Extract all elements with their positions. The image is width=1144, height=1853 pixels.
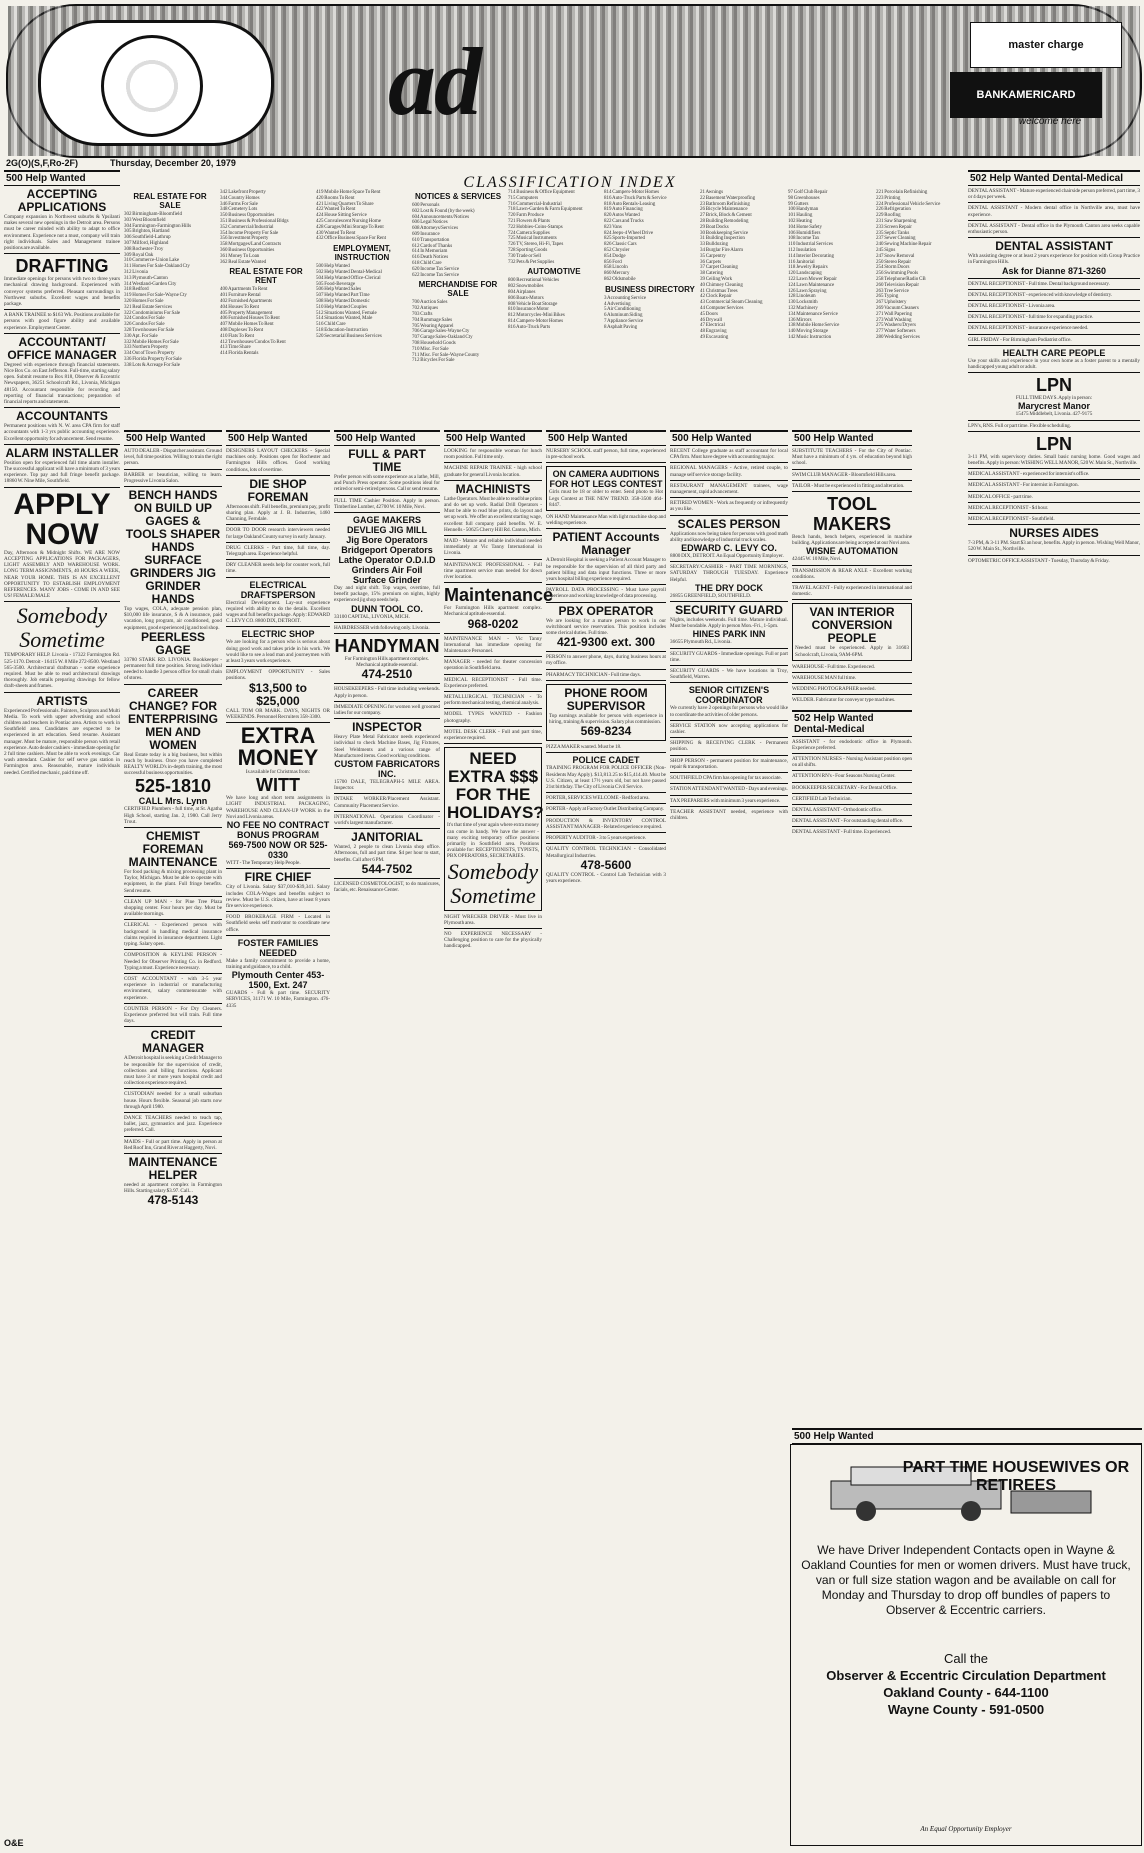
column-7: 500 Help Wanted RECENT College graduate as staff accountant for local CPA firm. Must have degree with accounting major. REGIONAL MANAGERS - Active, retired couple, to manage self service storage facility. RESTAURANT MANAGEMENT trainees, wage management, rapid advancement. RETIRED WOMEN - Work as frequently or infrequently as you like. SCALES PERSON Applications now being taken for persons with good math ability and knowledge of industrial truck scales. EDWARD C. LEVY CO. 8800 DIX, DETROIT. An Equal Opportunity Employer. SECRETARY/CASHIER - PART TIME MORNINGS, SATURDAY THROUGH TUESDAY. Experience Helpful. THE DRY DOCK 26855 GREENFIELD, SOUTHFIELD. SECURITY GUARD Nights, includes weekends. Full time. Mature individual. Must be bondable. Apply in person Mon.-Fri., 1-5pm. HINES PARK INN 36655 Plymouth Rd., Livonia. SECURITY GUARDS - Immediate openings. Full or part time. SECURITY GUARDS - We have locations in Troy, Southfield, Warren. SENIOR CITIZEN'S COORDINATOR We currently have 2 openings for persons who would like to coordinate the activities of older persons. SERVICE STATION now accepting applications for cashier. SHIPPING & RECEIVING CLERK - Permanent position. SHOP PERSON - permanent position for maintenance, repair & transportation. SOUTHFIELD CPA firm has opening for tax associate. STATION ATTENDANT WANTED - Days and evenings. TAX PREPARERS with minimum 3 years experience. TEACHER ASSISTANT needed, experience with children. [670,430,788,1440]
phone-number: 478-5143 [147,1193,199,1208]
ad-headline: LPN [1036,433,1072,454]
ad-headline: ELECTRICAL DRAFTSPERSON [240,579,316,600]
ad-headline: APPLY NOW [13,487,111,551]
ad-headline: Somebody Sometime [447,858,539,908]
phone-number: 544-7502 [361,861,413,876]
ad-contact: CALL Mrs. Lynn [138,796,208,807]
ad-headline: JANITORIAL [351,830,423,845]
index-automotive: 714 Business & Office Equipment 715 Computers 716 Commercial-Industrial 718 Lawn-Garden & Farm Equipment 720 Farm Produce 721 Flowers & Plants 722 Hobbies-Coins-Stamps 724 Camera Supplies 725 Musical Instruments 726 TV, Stereo, Hi-Fi, Tapes 728 Sporting Goods 730 Trade or Sell 732 Pets & Pet Supplies AUTOMOTIVE 800 Recreational Vehicles 802 Snowmobiles 804 Airplanes 806 Boats-Motors 808 Vehicle Boat Storage 810 Insurance Motor 812 Motorcycles-Mini Bikes 814 Campers-Motor Homes 816 Auto-Truck Parts [508,190,600,430]
master-charge-logo: master charge [970,22,1122,68]
section-header: 500 Help Wanted [124,430,222,446]
section-header: 500 Help Wanted [334,430,440,446]
phone-number: 968-0202 [467,616,519,631]
section-header: 500 Help Wanted [670,430,788,446]
ad-headline: Jig Bore Operators Bridgeport Operators Lathe Operator O.D.I.D Grinders Air Foil Surface Grinder [338,535,436,586]
ad-headline: ACCOUNTANTS [16,409,108,424]
column-1: 500 Help Wanted ACCEPTING APPLICATIONS Company expansion in Northwest suburbs & Ypsilanti makes several new openings in the Detroit area. Persons must be career minded with ability to adapt to office environment. Experience not a must, company will train right individuals. Sales and Management trainee positions are available. DRAFTING Immediate openings for persons with two to three years mechanical drawing background. Experienced with conveyor systems preferred. Pleasant surroundings in Northwest suburbs. Excellent wages and benefits package. A BANK TRAINEE to $163 Wk. Positions available for persons with good figure ability and available experience. Employment Center. ACCOUNTANT/ OFFICE MANAGER Degreed with experience through financial statements. Nice Box Co. on East Jefferson. Full-time, starting salary open. Submit resume to Box 818, Observer & Eccentric Newspapers, 36251 Schoolcraft Rd., Livonia, Michigan 48150. Accountant responsible for recording and reporting of financial transactions; preparation of financial reports and statements. ACCOUNTANTS Permanent positions with N. W. area CPA firm for staff accountants with 1-3 yrs public accounting experience. Excellent opportunity for advancement. Send resume. ALARM INSTALLER Position open for experienced fall time alarm installer. The successful applicant will have a minimum of 3 years experience. Top pay and full fringe benefit package. 18860 W. Nine Mile, Southfield. APPLY NOW Day, Afternoon & Midnight Shifts. WE ARE NOW ACCEPTING APPLICATIONS FOR PACKAGERS, LIGHT ASSEMBLY AND WAREHOUSE WORK. LONG TERM ASSIGNMENTS, 40 HOURS A WEEK, NEAR YOUR HOME. THIS IS AN EXCELLENT OPPORTUNITY TO ESTABLISH EMPLOYMENT REFERENCES. MANY JOBS - COME IN AND SEE US! FEMALE/MALE Somebody Sometime TEMPORARY HELP. Livonia - 17322 Farmington Rd. 525-1170. Detroit - 16415 W. 8 Mile 272-8500. Westland 565-3500. Architectural draftsman - some experience required. Must be able to read architectural drawings thoroughly. Job entails preparing drawings for fellow draft-sheets and frames. ARTISTS Experienced Professionals. Painters, Sculptors and Multi Media. To work with upper advertising and school children and teachers in Pontiac area. Artists to work in Southfield area. Candidates are expected to be experienced in art education. Send resume. Assistant manager. Must be mature, responsible person with retail experience. Auto dealer cashiers - immediate opening for 2 full time cashiers. Must be able to work evenings. Car wash attendant. Cashier for self serve gas station in Farmington area. Reasonable, mature individuals needed. Certified mechanic, paid time off. [4,170,120,1830]
phone-number: 474-2510 [361,667,413,682]
section-header: 500 Help Wanted [546,430,666,446]
phone-number: 569-7500 NOW OR 525-0330 [228,840,328,861]
telephone-icon [38,20,274,146]
ad-headline: DENTAL ASSISTANT [995,239,1113,254]
ad-headline: CAREER CHANGE? FOR ENTERPRISING MEN AND WOMEN [127,685,218,752]
column-6: 500 Help Wanted NURSERY SCHOOL staff person, full time, experienced in pre-school work. ON CAMERA AUDITIONS FOR HOT LEGS CONTEST Girls must be 18 or older to enter. Send photo to Hot Legs Contest at THE NEW TREND. 358-3500 464-8447. ON HAND Maintenance Man with light machine shop and welding experience. PATIENT Accounts Manager A Detroit Hospital is seeking a Patient Account Manager to be responsible for the supervision of all third party and patient billing and data input functions. Three or more years hospital billing experience required. PAYROLL DATA PROCESSING - Must have payroll experience and working knowledge of data processing. PBX OPERATOR We are looking for a mature person to work in our switchboard service reservation. This position includes some clerical duties. Full time. 421-9300 ext. 300 PERSON to answer phone, days, during business hours at my office. PHARMACY TECHNICIAN - Full time days. PHONE ROOM SUPERVISOR Top earnings available for person with experience in hiring, training & supervision. Salary plus commission. 569-8234 PIZZA MAKER wanted. Must be 18. POLICE CADET TRAINING PROGRAM FOR POLICE OFFICER (Non-Residents May Apply). $13,813.25 to $15,414.40. Must be U.S. Citizen, at least 17½ years old, but not have passed 21st birthday. The City of Livonia Civil Service. PORTER, SERVICES WELCOME - Redford area. PORTER - Apply at Factory Outlet Distributing Company. PRODUCTION & INVENTORY CONTROL ASSISTANT MANAGER - Related experience required. PROPERTY AUDITOR - 3 to 5 years experience. QUALITY CONTROL TECHNICIAN - Consolidated Metallurgical Industries. 478-5600 QUALITY CONTROL - Control Lab Technician with 3 years experience. [546,430,666,1850]
ad-headline: FIRE CHIEF [244,870,312,885]
index-heading: EMPLOYMENT, INSTRUCTION [333,244,391,263]
index-heading: REAL ESTATE FOR RENT [229,267,303,286]
ad-headline: ACCEPTING APPLICATIONS [17,187,107,214]
ad-headline: POLICE CADET [572,755,640,766]
rotary-dial-icon [101,35,203,137]
ad-headline: SCALES PERSON [677,516,781,531]
index-real-estate-sale: REAL ESTATE FOR SALE 302 Birmingham-Bloomfield 303 West Bloomfield 304 Farmington-Farmington Hills 305 Brighton, Hartland 306 Southfield-Lathrup 307 Milford, Highland 308 Rochester-Troy 309 Royal Oak 310 Commerce-Union Lake 311 Homes For Sale-Oakland Cty 312 Livonia 313 Plymouth-Canton 314 Westland-Garden City 318 Redford 319 Homes For Sale-Wayne Cty 320 Homes For Sale 321 Real Estate Services 322 Condominiums For Sale 324 Condos For Sale 326 Condos For Sale 328 Townhouses For Sale 330 Apt. For Sale 332 Mobile Homes For Sale 333 Northern Property 334 Out of Town Property 336 Florida Property For Sale 338 Lots & Acreage For Sale [124,190,216,430]
credit-card-logos [950,22,1120,132]
equal-opportunity: An Equal Opportunity Employer [920,1825,1012,1833]
ad-headline: SENIOR CITIZEN'S COORDINATOR [688,685,770,706]
ad-contact: Plymouth Center 453-1500, Ext. 247 [231,970,325,991]
index-heading: BUSINESS DIRECTORY [605,284,695,294]
ad-headline: VAN INTERIOR CONVERSION PEOPLE [809,605,895,646]
ad-headline: FULL & PART TIME [348,447,426,474]
column-9: 502 Help Wanted Dental-Medical DENTAL ASSISTANT - Mature experienced chairside person preferred, part time, 3 or 4 days per week. DENTAL ASSISTANT - Modern dental office in Northville area, must have experience. DENTAL ASSISTANT - Dental office in the Plymouth Canton area seeks capable enthusiastic person. DENTAL ASSISTANT With assisting degree or at least 2 years experience for position with Group Practice in Farmington Hills. Ask for Dianne 871-3260 DENTAL RECEPTIONIST - Full time. Dental background necessary. DENTAL RECEPTIONIST - experienced with knowledge of dentistry. DENTAL RECEPTIONIST - Livonia area. DENTAL RECEPTIONIST - full time for expanding practice. DENTAL RECEPTIONIST - insurance experience needed. GIRL FRIDAY - For Birmingham Podiatrist office. HEALTH CARE PEOPLE Use your skills and experience in your own home as a foster parent to a mentally handicapped young adult or adult. LPN FULL TIME DAYS. Apply in person: Marycrest Manor 15475 Middlebelt, Livonia. 427-9175 LPN's, RNS. Full or part time. Flexible scheduling. LPN 3-11 PM, with supervisory duties. Small basic nursing home. Good wages and benefits. Apply in person: WISHING WELL MANOR, 520 W. Main St., Northville. MEDICAL ASSISTANT - experienced for internist's office. MEDICAL ASSISTANT - For internist in Farmington. MEDICAL OFFICE - part time. MEDICAL RECEPTIONIST - $4 hour. MEDICAL RECEPTIONIST - Southfield. NURSES AIDES 7-3 PM, & 3-11 PM. Start $3 an hour, benefits. Apply in person. Wishing Well Manor, 520 W. Main St., Northville. OPTOMETRIC OFFICE ASSISTANT - Tuesday, Thursday & Friday. [968,170,1140,1440]
ad-headline: ELECTRIC SHOP [241,629,315,640]
ad-headline: CREDIT MANAGER [142,1028,204,1056]
index-heading: NOTICES & SERVICES [414,192,502,201]
company-name: EDWARD C. LEVY CO. [681,543,777,554]
phone-number: 421-9300 ext. 300 [556,635,656,650]
ad-salary: $13,500 to $25,000 [248,680,308,708]
index-heading: REAL ESTATE FOR SALE [133,192,207,210]
ad-headline: DIE SHOP FOREMAN [247,476,309,504]
ad-headline: ON CAMERA AUDITIONS FOR HOT LEGS CONTEST [549,469,663,490]
ad-headline: MAINTENANCE HELPER [128,1154,218,1182]
folio-date: Thursday, December 20, 1979 [110,158,236,168]
department-name: Observer & Eccentric Circulation Department [826,1668,1106,1683]
phone-number: 478-5600 [580,857,632,872]
ad-call [801,1650,1131,1718]
footer-mark: O&E [4,1838,24,1848]
section-header: 500 Help Wanted [792,430,912,446]
phone-number: 525-1810 [134,776,212,797]
ad-headline: HEALTH CARE PEOPLE [1002,347,1106,358]
bankamericard-logo: BANKAMERICARD [950,72,1102,118]
company-name: CUSTOM FABRICATORS INC. [334,759,440,780]
ad-headline: EXTRA MONEY [237,723,319,771]
ad-headline: NO FEE NO CONTRACT BONUS PROGRAM [226,820,330,841]
ad-headline: SECURITY GUARD [675,603,783,618]
index-real-estate-rent: 342 Lakefront Property 344 Country Homes 346 Farms For Sale 348 Cemetery Lots 350 Business Opportunities 351 Business & Professional Bldgs 352 Commercial/Industrial 354 Income Property For Sale 356 Investment Property 358 Mortgages/Land Contracts 360 Business Opportunities 361 Money To Loan 362 Real Estate Wanted REAL ESTATE FOR RENT 400 Apartments To Rent 401 Furniture Rental 402 Furnished Apartments 404 Houses To Rent 405 Property Management 406 Furnished Houses To Rent 407 Mobile Homes To Rent 408 Duplexes To Rent 410 Flats To Rent 412 Townhouses/Condos To Rent 413 Time Share 414 Florida Rentals [220,190,312,430]
column-3: 500 Help Wanted DESIGNERS LAYOUT CHECKERS - Special machines only. Positions open for Rochester and Farmington Hills offices. Good working conditions, lots of overtime. DIE SHOP FOREMAN Afternoons shift. Full benefits, premium pay, profit sharing plan. Apply at J. B. Industries, 1460 Channing, Ferndale. DOOR TO DOOR research interviewers needed for large Oakland County survey in early January. DRUG CLERKS - Part time, full time, day. Telegraph area. Experience helpful. DRY CLEANER needs help for counter work, full time. ELECTRICAL DRAFTSPERSON Electrical Development. Lay-out experience required with ability to do the details. Excellent wages and full benefits package. Apply: EDWARD C. LEVY CO. 8800 DIX, DETROIT. ELECTRIC SHOP We are looking for a person who is serious about doing good work and takes pride in his work. We would like to see a lead man and journeymen with at least 3 years work experience. EMPLOYMENT OPPORTUNITY - Sales positions. $13,500 to $25,000 CALL TOM OR MARK. DAYS, NIGHTS OR WEEKENDS. Personnel Recruiters 358-3300. EXTRA MONEY Is available for Christmas from: WITT We have long and short term assignments in LIGHT INDUSTRIAL PACKAGING, WAREHOUSE AND CLEAN-UP WORK in the Novi and Livonia areas. NO FEE NO CONTRACT BONUS PROGRAM 569-7500 NOW OR 525-0330 WITT - The Temporary Help People. FIRE CHIEF City of Livonia. Salary $37,010-$39,341. Salary includes COLA-Wages and benefits subject to review. Must be U.S. citizen, have at least 8 years fire service experience. FOOD BROKERAGE FIRM - Located in Southfield seeks self motivator to coordinate new office. FOSTER FAMILIES NEEDED Make a family commitment to provide a home, training and guidance, to a child. Plymouth Center 453-1500, Ext. 247 GUARDS - Full & part time. SECURITY SERVICES, 31171 W. 10 Mile, Farmington. 476-4335 [226,430,330,1850]
ad-headline: CHEMIST FOREMAN MAINTENANCE [128,829,218,870]
index-heading: AUTOMOTIVE [527,267,581,277]
section-header-dental: 502 Help Wanted Dental-Medical [792,710,912,737]
ad-headline: GAGE MAKERS DEVLIEG JIG MILL [346,515,427,536]
index-services-2: 97 Golf Club Repair 98 Greenhouses 99 Gutters 100 Handyman 101 Hauling 102 Heating 104 Home Safety 106 Humidifiers 108 Income Tax 110 Industrial Services 112 Insulation 114 Interior Decorating 116 Janitorial 118 Jewelry Repairs 120 Landscaping 122 Lawn Mower Repair 124 Lawn Maintenance 126 Lawn Spraying 128 Linoleum 130 Locksmith 132 Machinery 134 Maintenance Service 136 Mirrors 138 Mobile Home Service 140 Moving Storage 142 Music Instruction [788,190,840,340]
ad-contact: Ask for Dianne 871-3260 [1001,265,1107,276]
company-name: DUNN TOOL CO. [351,603,423,614]
index-services-1: 21 Awnings 22 Basement Waterproofing 23 Bathroom Refinishing 26 Bicycle Maintenance 27 Brick, Block & Cement 28 Building Remodeling 29 Boat Docks 30 Bookkeeping Service 31 Building Inspection 33 Bulldozing 34 Burglar Fire Alarm 35 Carpentry 36 Carpets 37 Carpet Cleaning 38 Catering 39 Ceiling Work 40 Chimney Cleaning 41 Christmas Trees 42 Clock Repair 43 Commercial Steam Cleaning 44 Computer Services 45 Doors 46 Drywall 47 Electrical 48 Engraving 49 Excavating [700,190,763,340]
section-header-dental: 502 Help Wanted Dental-Medical [968,170,1140,186]
company-name: WISNE AUTOMATION [806,546,898,557]
company-name: THE DRY DOCK [694,582,763,593]
ad-headline: NEED EXTRA $$$ FOR THE HOLIDAYS? [447,749,544,823]
ad-headline: ACCOUNTANT/ OFFICE MANAGER [7,334,117,362]
ad-headline: MACHINISTS [455,481,531,496]
classification-index-title: CLASSIFICATION INDEX [463,174,677,191]
index-notices: NOTICES & SERVICES 600 Personals 602 Lost & Found (by the week) 604 Announcements/Notices 606 Legal Notices 608 Attorneys/Services 609 Insurance 610 Transportation 612 Cards of Thanks 614 In Memoriam 616 Death Notices 618 Child Care 620 Income Tax Service 622 Income Tax Service MERCHANDISE FOR SALE 700 Auction Sales 702 Antiques 703 Crafts 704 Rummage Sales 705 Wearing Apparel 706 Garage Sales-Wayne Cty 707 Garage Sales-Oakland Cty 708 Household Goods 710 Misc. For Sale 711 Misc. For Sale-Wayne County 712 Bicycles For Sale [412,190,504,430]
ad-headline: BENCH HANDS ON BUILD UP GAGES & TOOLS SHAPER HANDS SURFACE GRINDERS JIG GRINDER HANDS [125,488,221,607]
column-5: 500 Help Wanted LOOKING for responsible woman for lunch room position. Full time only. MACHINE REPAIR TRAINEE - high school graduate for general Livonia location. MACHINISTS Lathe Operators. Must be able to read blue prints and do set up work. Radial Drill Operators - Must be able to read blue prints, do layout and set up work. We offer an excellent starting wage, excellent full company paid benefits. W. E. Hennells - 50625 Cherry Hill Rd. Canton, Mich. MAID - Mature and reliable individual needed immediately at Vic Tanny International in Livonia. MAINTENANCE PROFESSIONAL - Full time apartment service man needed for down river location. Maintenance For Farmington Hills apartment complex. Mechanical aptitude essential. 968-0202 MAINTENANCE MAN - Vic Tanny International has immediate opening for Maintenance Personnel. MANAGER - needed for theater concession operation in Southfield area. MEDICAL RECEPTIONIST - Full time. Experience preferred. METALLURGICAL TECHNICIAN - To perform mechanical testing, chemical analysis. MODEL TYPES WANTED - Fashion photography. MOTEL DESK CLERK - Full and part time, experience required. NEED EXTRA $$$ FOR THE HOLIDAYS? It's that time of year again where extra money can come in handy. We have the answer - many exciting temporary office positions primarily in Southfield area. Positions available for: RECEPTIONISTS, TYPISTS, PBX OPERATORS, SECRETARIES. Somebody Sometime NIGHT WRECKER DRIVER - Must live in Plymouth area. NO EXPERIENCE NECESSARY - Challenging position to care for the physically handicapped. [444,430,542,1850]
ad-headline: ARTISTS [36,693,88,708]
section-header: 500 Help Wanted [444,430,542,446]
ad-headline: ALARM INSTALLER [5,445,119,460]
masthead-logo: ad [388,28,480,135]
company-name: HINES PARK INN [692,629,766,640]
ad-headline: NURSES AIDES [1009,526,1099,541]
ad-headline: Somebody Sometime [16,603,108,653]
ad-headline: TOOL MAKERS [812,494,891,535]
section-header: 500 Help Wanted [4,170,120,186]
ad-headline: PART TIME HOUSEWIVES OR RETIREES [902,1459,1130,1494]
column-2: 500 Help Wanted AUTO DEALER - Dispatcher assistant. Ground level, full time position. Willing to train the right person. BARBER or beautician, willing to learn. Progressive Livonia Salon. BENCH HANDS ON BUILD UP GAGES & TOOLS SHAPER HANDS SURFACE GRINDERS JIG GRINDER HANDS Top wages, COLA, adequate pension plan, $10,000 life insurance, S & A insurance, paid vacation, long program, air conditioned, good equipment, good experienced jig and tool shop. PEERLESS GAGE 33780 STARK RD. LIVONIA. Bookkeeper - permanent full time position. Strong individual needed to handle 3 person office for small chain of stores. CAREER CHANGE? FOR ENTERPRISING MEN AND WOMEN Real Estate today is a big business, but within reach by business. Once you have completed REALTY WORLD's in-depth training, the most successful business opportunities. 525-1810 CALL Mrs. Lynn CERTIFIED Plumbers - full time, at St. Agatha High School, starting Jan. 2, 1980. Call Jerry Trout. CHEMIST FOREMAN MAINTENANCE For food packing & mixing processing plant in Taylor, Michigan. Must be able to operate with equipment, in the plant. Full fringe benefits. Send resume. CLEAN UP MAN - for Pine Tree Plaza shopping center. Four hours per day. Must be available mornings. CLERICAL - Experienced person with background in handling medical insurance claims required in insurance department. Light typing. Salary open. COMPOSITION & KEYLINE PERSON - Needed for Observer Printing Co. in Redford. Typing a must. Experience necessary. COST ACCOUNTANT - with 3-5 year experience in industrial or manufacturing environment, salary commensurate with experience. COUNTER PERSON - For Dry Cleaners. Experience preferred but will train. Full time days. CREDIT MANAGER A Detroit hospital is seeking a Credit Manager to be responsible for the supervision of credit, collections and billing functions. Applicant must have 3 or more years hospital credit and collection experience required. CUSTODIAN needed for a small suburban house. Hours flexible. Seasonal job starts now through April 1980. DANCE TEACHERS needed to teach tap, ballet, jazz, gymnastics and jazz. Experience preferred. Call. MAIDS - Full or part time. Apply in person at Red Roof Inn, Grand River at Haggerty, Novi. MAINTENANCE HELPER needed at apartment complex in Farmington Hills. Starting salary $3.97. Call... 478-5143 [124,430,222,1850]
index-heading: MERCHANDISE FOR SALE [418,280,498,299]
ad-headline: PHONE ROOM SUPERVISOR [564,685,648,713]
ad-headline: DRAFTING [15,256,109,277]
masthead [6,4,1142,158]
column-4: 500 Help Wanted FULL & PART TIME Prefer person with some experience as a lathe, Mill, and Punch Press operator. Some positions ideal for retired or semi-retired persons. Call or send resume. FULL TIME Cashier Position. Apply in person. Timberline Lumber, 42700 W. 10 Mile, Novi. GAGE MAKERS DEVLIEG JIG MILL Jig Bore Operators Bridgeport Operators Lathe Operator O.D.I.D Grinders Air Foil Surface Grinder Day and night shift. Top wages, overtime, full benefit package, 15% premium on nights, highly experienced jig shop needs help. DUNN TOOL CO. 33100 CAPITAL, LIVONIA, MICH. HAIRDRESSER with following only. Livonia. HANDYMAN For Farmington Hills apartment complex. Mechanical aptitude essential. 474-2510 HOUSEKEEPERS - Full time including weekends. Apply in person. IMMEDIATE OPENING for women well groomed ladies for our company. INSPECTOR Heavy Plate Metal Fabricator needs experienced individual to check Machine Bases, Jig Fixtures, Steel Weldments and a various range of Manufactured items. Good working conditions. CUSTOM FABRICATORS INC. 15700 DALE, TELEGRAPH-5 MILE AREA. Inspector. INTAKE WORKER/Placement Assistant. Community Placement Service. INTERNATIONAL Operations Coordinator - world's largest manufacturer. JANITORIAL Wanted, 2 people to clean Livonia shop office. Afternoons, full and part time. $4 per hour to start, benefits. Call after 6 PM. 544-7502 LICENSED COSMETOLOGIST, to do manicures, facials, etc. Renaissance Center. [334,430,440,1850]
ad-headline: PBX OPERATOR [558,603,654,618]
company-name: WITT [256,775,300,796]
column-8: 500 Help Wanted SUBSTITUTE TEACHERS - For the City of Pontiac. Must have a minimum of 4 yrs. of education beyond high school. SWIM CLUB MANAGER - Bloomfield Hills area. TAILOR - Must be experienced in fitting and alteration. TOOL MAKERS Bench hands, bench helpers, experienced in machine building. Applications are being accepted at our Novi area. WISNE AUTOMATION 42445 W. 10 Mile, Novi. TRANSMISSION & REAR AXLE - Excellent working conditions. TRAVEL AGENT - Fully experienced in international and domestic. VAN INTERIOR CONVERSION PEOPLE Needed must be experienced. Apply in 31603 Schoolcraft, Livonia, 9AM-6PM. WAREHOUSE - Full time. Experienced. WAREHOUSE MAN full time. WEDDING PHOTOGRAPHER needed. WELDER. Fabricator for conveyor type machines. 502 Help Wanted Dental-Medical ASSISTANT - for endodontic office in Plymouth. Experience preferred. ATTENTION NURSES - Nursing Assistant position open on all shifts. ATTENTION RN's - Four Seasons Nursing Center. BOOKKEEPER/SECRETARY - For Dental Office. CERTIFIED Lab Technician. DENTAL ASSISTANT - Orthodontic office. DENTAL ASSISTANT - For outstanding dental office. DENTAL ASSISTANT - Full time. Experienced. [792,430,912,1440]
index-business-directory: 814 Campers-Motor Homes 816 Auto-Truck Parts & Service 818 Auto Rentals-Leasing 819 Auto Financing 820 Autos Wanted 822 Cars and Trucks 823 Vans 824 Jeeps-4 Wheel Drive 825 Sports-Imported 826 Classic Cars 852 Chrysler 854 Dodge 856 Ford 858 Lincoln 860 Mercury 862 Oldsmobile BUSINESS DIRECTORY 3 Accounting Service 4 Advertising 5 Air Conditioning 6 Aluminum Siding 7 Appliance Service 8 Asphalt Paving [604,190,695,330]
index-services-3: 221 Porcelain Refinishing 223 Printing 224 Professional Vehicle Service 226 Refrigeration 229 Roofing 231 Saw Sharpening 233 Screen Repair 235 Septic Tanks 237 Sewer Cleaning 240 Sewing Machine Repair 245 Signs 247 Snow Removal 250 Stereo Repair 254 Storm Doors 256 Swimming Pools 258 Telephone/Radio CB 260 Television Repair 263 Tree Service 265 Typing 267 Upholstery 269 Vacuum Cleaners 271 Wall Papering 273 Wall Washing 275 Washers/Dryers 277 Water Softeners 280 Wedding Services [876,190,941,340]
welcome-text: welcome here [1018,115,1082,127]
section-header: 500 Help Wanted [792,1428,1142,1444]
ad-headline: PEERLESS GAGE [140,629,206,657]
ad-headline: PATIENT Accounts Manager [552,530,660,558]
call-label: Call the [943,1651,989,1666]
ad-headline: Maintenance [444,585,554,606]
oakland-phone: Oakland County - 644-1100 [883,1685,1049,1700]
ad-body: We have Driver Independent Contacts open in Wayne & Oakland Counties for men or women drivers. Must have truck, van or full size station wagon and be available on call for Monday and Thursday to drop off bundles of papers to Observer & Eccentric carriers. [801,1543,1131,1617]
index-employment: 419 Mobile Home Space To Rent 420 Rooms To Rent 421 Living Quarters To Share 422 Wanted To Rent 424 House Sitting Service 425 Convalescent Nursing Home 428 Garages/Mini Storage To Rent 430 Wanted To Rent 432 Office Business Space For Rent EMPLOYMENT, INSTRUCTION 500 Help Wanted 502 Help Wanted Dental-Medical 504 Help Wanted Office-Clerical 505 Food-Beverage 506 Help Wanted Sales 507 Help Wanted Part Time 508 Help Wanted Domestic 510 Help Wanted Couples 512 Situations Wanted, Female 514 Situations Wanted, Male 516 Child Care 518 Education-Instruction 520 Secretarial Business Services [316,190,408,430]
wayne-phone: Wayne County - 591-0500 [887,1702,1045,1717]
section-header: 500 Help Wanted [226,430,330,446]
ad-headline: INSPECTOR [352,720,422,735]
circulation-ad [790,1444,1142,1846]
ad-headline: LPN [1036,375,1072,396]
phone-number: 569-8234 [580,724,632,739]
folio-code: 2G(O)(S,F,Ro-2F) [6,158,78,168]
company-name: Marycrest Manor [1017,401,1091,412]
ad-headline: FOSTER FAMILIES NEEDED [237,937,319,958]
ad-headline: HANDYMAN [334,636,440,657]
